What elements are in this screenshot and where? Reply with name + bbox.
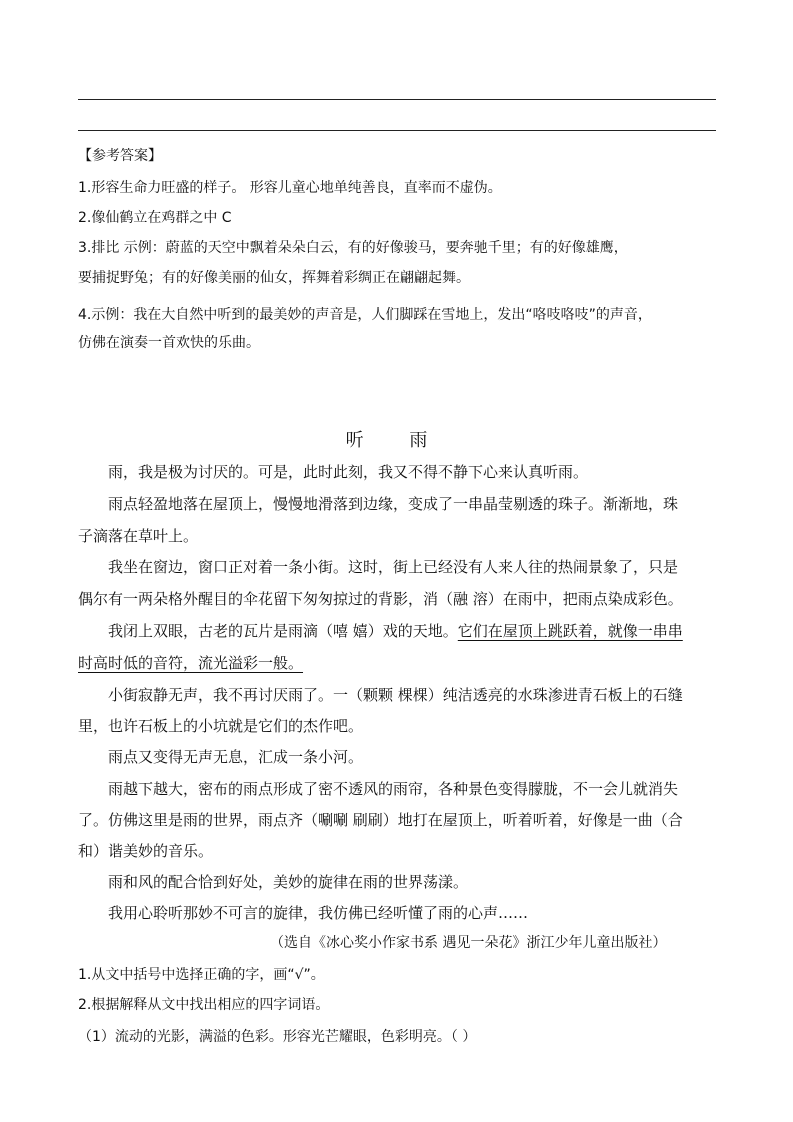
article-p7c: 和）谐美妙的音乐。 (78, 842, 214, 860)
article-p8: 雨和风的配合恰到好处，美妙的旋律在雨的世界荡漾。 (108, 873, 469, 891)
question-1: 1.从文中括号中选择正确的字，画“√”。 (78, 967, 325, 983)
article-p7a: 雨越下越大，密布的雨点形成了密不透风的雨帘，各种景色变得朦胧，不一会儿就消失 (108, 780, 679, 798)
article-p2b: 子滴落在草叶上。 (78, 527, 199, 545)
question-2: 2.根据解释从文中找出相应的四字词语。 (78, 997, 330, 1013)
answer-line-2 (78, 130, 716, 131)
article-p5a: 小街寂静无声，我不再讨厌雨了。一（颗颗 棵棵）纯洁透亮的水珠渗进青石板上的石缝 (108, 686, 683, 704)
article-source: （选自《冰心奖小作家书系 遇见一朵花》浙江少年儿童出版社） (270, 935, 667, 951)
article-p4a-underlined: 它们在屋顶上跳跃着，就像一串串 (457, 622, 683, 640)
answer-item-3a: 3.排比 示例：蔚蓝的天空中飘着朵朵白云，有的好像骏马，要奔驰千里；有的好像雄鹰， (78, 240, 628, 256)
answer-item-1: 1.形容生命力旺盛的样子。 形容儿童心地单纯善良，直率而不虚伪。 (78, 180, 502, 196)
question-2-1: （1）流动的光影，满溢的色彩。形容光芒耀眼，色彩明亮。（ ） (78, 1029, 477, 1045)
article-p3b: 偶尔有一两朵格外醒目的伞花留下匆匆掠过的背影，消（融 溶）在雨中，把雨点染成彩色。 (78, 590, 683, 608)
answer-item-2: 2.像仙鹤立在鸡群之中 C (78, 210, 232, 226)
answer-line-1 (78, 99, 716, 100)
article-p7b: 了。仿佛这里是雨的世界，雨点齐（唰唰 刷刷）地打在屋顶上，听着听着，好像是一曲（合 (78, 811, 683, 829)
article-title: 听 雨 (345, 430, 448, 451)
answers-header: 【参考答案】 (78, 148, 162, 164)
article-p6: 雨点又变得无声无息，汇成一条小河。 (108, 748, 364, 766)
article-p4b (78, 653, 718, 673)
article-p5b: 里，也许石板上的小坑就是它们的杰作吧。 (78, 717, 364, 735)
answer-item-3b: 要捕捉野兔；有的好像美丽的仙女，挥舞着彩绸正在翩翩起舞。 (78, 270, 470, 286)
article-p2a: 雨点轻盈地落在屋顶上，慢慢地滑落到边缘，变成了一串晶莹剔透的珠子。渐渐地，珠 (108, 495, 679, 513)
article-p4b-underlined: 时高时低的音符，流光溢彩一般。 (78, 654, 304, 672)
article-p4a-text: 我闭上双眼，古老的瓦片是雨滴（嘻 嬉）戏的天地。 (108, 622, 458, 640)
article-p9: 我用心聆听那妙不可言的旋律，我仿佛已经听懂了雨的心声…… (108, 904, 529, 922)
answer-item-4a: 4.示例：我在大自然中听到的最美妙的声音是，人们脚踩在雪地上，发出“咯吱咯吱”的声音， (78, 307, 652, 323)
article-p4a (108, 621, 748, 641)
article-p1: 雨，我是极为讨厌的。可是，此时此刻，我又不得不静下心来认真听雨。 (108, 463, 589, 481)
answer-item-4b: 仿佛在演奏一首欢快的乐曲。 (78, 335, 260, 351)
article-p3a: 我坐在窗边，窗口正对着一条小街。这时，街上已经没有人来人往的热闹景象了，只是 (108, 558, 679, 576)
